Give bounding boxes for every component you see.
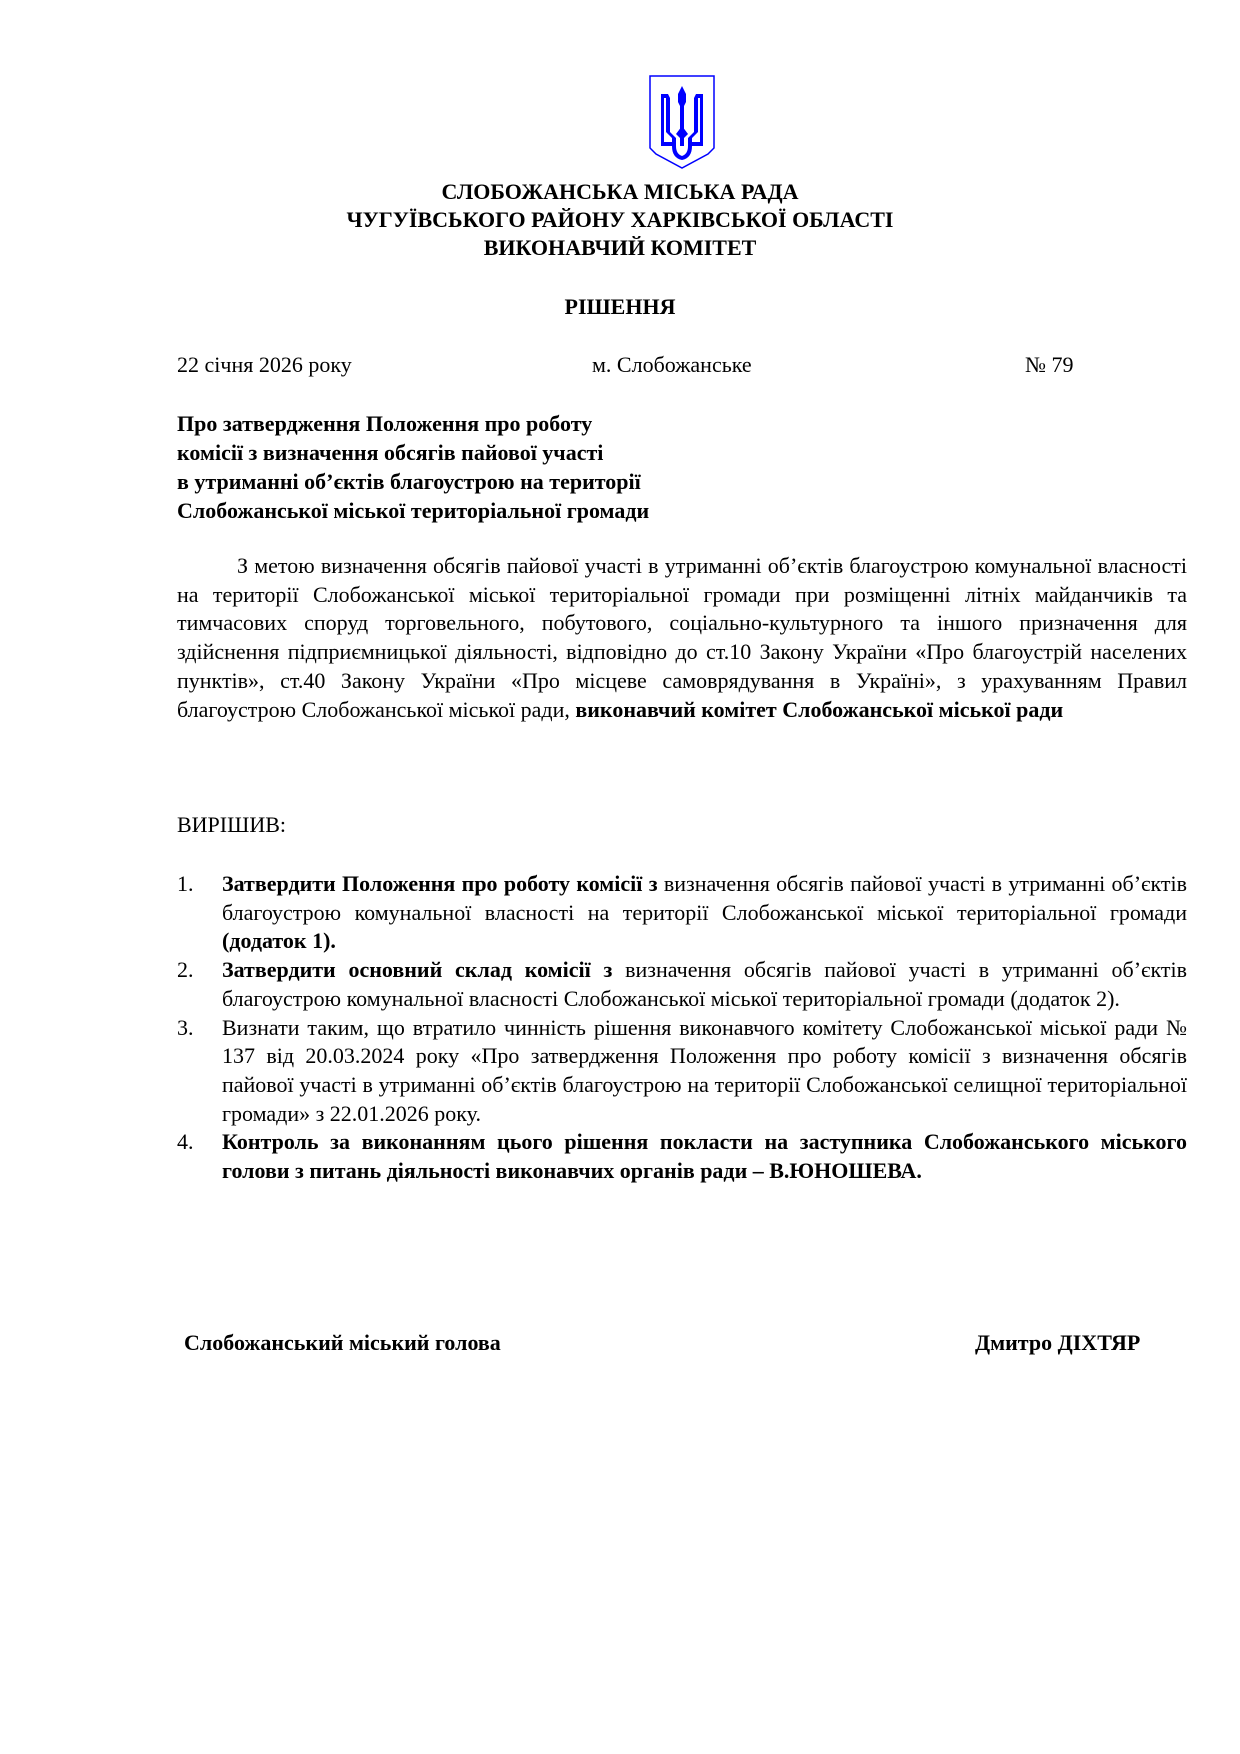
resolved-heading: ВИРІШИВ:	[177, 812, 286, 837]
title-line: Про затвердження Положення про роботу	[177, 411, 593, 436]
signature-position: Слобожанський міський голова	[184, 1330, 501, 1355]
item-bold: Затвердити Положення про роботу комісії з	[222, 871, 658, 896]
preamble	[177, 552, 1187, 724]
item-bold: Затвердити основний склад комісії з	[222, 957, 613, 983]
decision-list	[177, 870, 1187, 1186]
list-item	[177, 1014, 1187, 1129]
item-number: 3.	[177, 1014, 194, 1040]
document-type: РІШЕННЯ	[564, 294, 676, 319]
document-title	[177, 410, 649, 526]
item-text: визначення обсягів пайової участі в утриманні об’єктів благоустрою комунальної власності Слобожанської міської територіальної громади (додаток 2).	[222, 957, 1187, 1011]
document-date: 22 січня 2026 року	[177, 352, 352, 377]
title-line: комісії з визначення обсягів пайової участі	[177, 439, 604, 465]
item-text: визначення обсягів пайової участі в утриманні об’єктів благоустрою комунальної власності на території Слобожанської міської територіальної громади	[222, 871, 1187, 925]
item-number: 4.	[177, 1129, 194, 1155]
item-number: 1.	[177, 871, 194, 896]
preamble-bold: виконавчий комітет Слобожанської міської ради	[575, 696, 1064, 722]
list-item	[177, 956, 1187, 1013]
signature-name: Дмитро ДІХТЯР	[975, 1330, 1141, 1355]
item-number: 2.	[177, 957, 194, 983]
coat-of-arms-icon	[648, 72, 716, 170]
title-line: в утриманні об’єктів благоустрою на території	[177, 468, 641, 494]
committee-name: ВИКОНАВЧИЙ КОМІТЕТ	[483, 235, 757, 260]
title-line: Слобожанської міської територіальної громади	[177, 497, 650, 523]
council-name: СЛОБОЖАНСЬКА МІСЬКА РАДА	[441, 179, 799, 204]
district-name: ЧУГУЇВСЬКОГО РАЙОНУ ХАРКІВСЬКОЇ ОБЛАСТІ	[346, 207, 894, 232]
item-bold: (додаток 1).	[222, 928, 336, 954]
item-text: Визнати таким, що втратило чинність рішення виконавчого комітету Слобожанської міської ради № 137 від 20.03.2024 року «Про затвердження Положення про роботу комісії з визначення обсягів пайової участі в утриманні об’єктів благоустрою на території Слобожанської селищної територіальної громади» з 22.01.2026 року.	[222, 1014, 1187, 1126]
list-item	[177, 870, 1187, 956]
document-place: м. Слобожанське	[592, 352, 752, 377]
item-bold: Контроль за виконанням цього рішення покласти на заступника Слобожанського міського голови з питань діяльності виконавчих органів ради – В.ЮНОШЕВА.	[222, 1129, 1187, 1184]
header	[0, 178, 1240, 262]
preamble-text: З метою визначення обсягів пайової участі в утриманні об’єктів благоустрою комунальної власності на території Слобожанської міської територіальної громади при розміщенні літніх майданчиків та тимчасових споруд торговельного, побутового, соціально-культурного та іншого призначення для здійснення підприємницької діяльності, відповідно до ст.10 Закону України «Про благоустрій населених пунктів», ст.40 Закону України «Про місцеве самоврядування в Україні», з урахуванням Правил благоустрою Слобожанської міської ради,	[177, 553, 1187, 722]
list-item	[177, 1128, 1187, 1185]
document-number: № 79	[1025, 352, 1074, 377]
